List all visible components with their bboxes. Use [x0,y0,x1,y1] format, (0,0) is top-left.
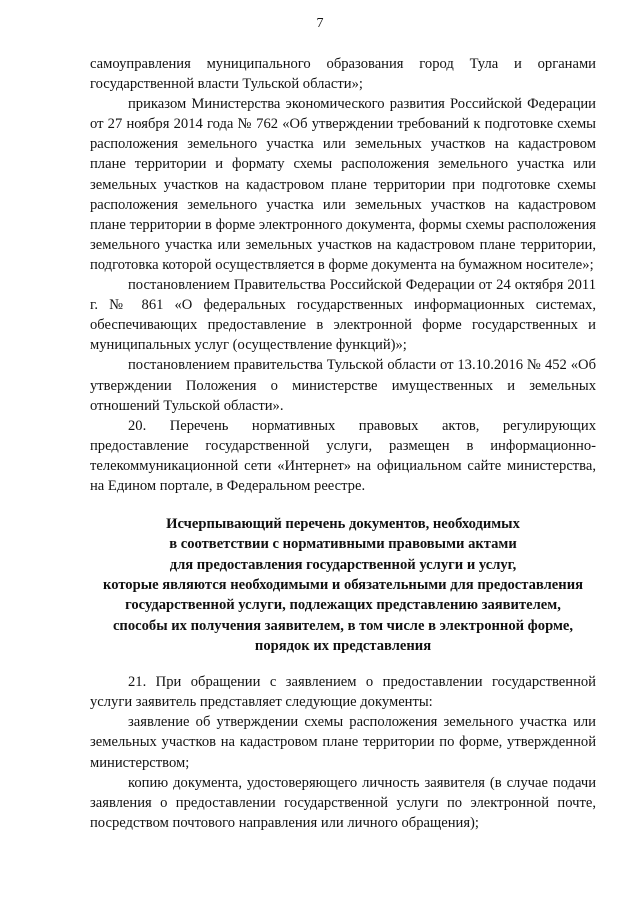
heading-line: в соответствии с нормативными правовыми актами [169,536,517,553]
heading-line: порядок их представления [254,637,432,654]
paragraph: копию документа, удостоверяющего личность заявителя (в случае подачи заявления о предоставлении государственной услуги по электронной почте, посредством почтового направления или личного обращения); [90,774,596,831]
paragraph-item-21: 21. При обращении с заявлением о предоставлении государственной услуги заявитель представляет следующие документы: [90,674,596,711]
heading-line: которые являются необходимыми и обязательными для предоставления [103,576,583,593]
heading-line: Исчерпывающий перечень документов, необходимых [166,516,520,533]
page-number: 7 [316,16,324,31]
section-heading [90,514,596,656]
paragraph: самоуправления муниципального образования город Тула и органами государственной власти Тульской области»; [90,56,596,93]
heading-line: государственной услуги, подлежащих представлению заявителем, [125,597,561,614]
paragraph: заявление об утверждении схемы расположения земельного участка или земельных участков на кадастровом плане территории по форме, утвержденной министерством; [90,714,596,771]
paragraph: постановлением Правительства Российской Федерации от 24 октября 2011 г. № 861 «О федеральных государственных информационных системах, обеспечивающих предоставление в электронной форме государственных и муниципальных услуг (осуществление функций)»; [90,277,596,354]
document-body [90,0,596,833]
paragraph: приказом Министерства экономического развития Российской Федерации от 27 ноября 2014 года № 762 «Об утверждении требований к подготовке схемы расположения земельного участка или земельных участков на кадастровом плане территории и формату схемы расположения земельного участка или земельных участков на кадастровом плане территории при подготовке схемы расположения земельного участка или земельных участков на кадастровом плане территории в форме электронного документа, формы схемы расположения земельного участка или земельных участков на кадастровом плане территории, подготовка которой осуществляется в форме документа на бумажном носителе»; [90,96,596,273]
paragraph: постановлением правительства Тульской области от 13.10.2016 № 452 «Об утверждении Положения о министерстве имущественных и земельных отношений Тульской области». [90,357,596,414]
heading-line: для предоставления государственной услуги и услуг, [169,556,517,573]
paragraph-item-20: 20. Перечень нормативных правовых актов, регулирующих предоставление государственной услуги, размещен в информационно-телекоммуникационной сети «Интернет» на официальном сайте министерства, на Едином портале, в Федеральном реестре. [90,417,596,494]
heading-line: способы их получения заявителем, в том числе в электронной форме, [112,617,574,634]
